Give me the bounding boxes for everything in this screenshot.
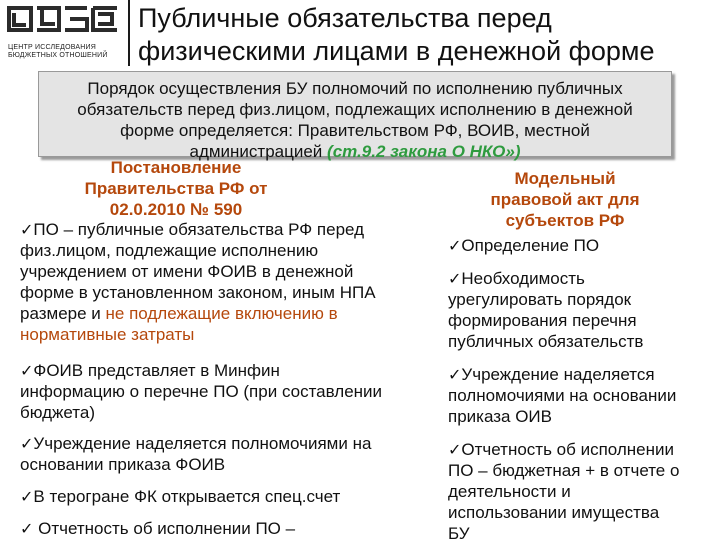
logo-caption-line: БЮДЖЕТНЫХ ОТНОШЕНИЙ	[8, 52, 108, 59]
bullet-line	[448, 439, 716, 460]
bullet-text: Отчетность об исполнении ПО –	[33, 519, 296, 538]
heading-line: Правительства РФ от	[84, 179, 268, 198]
bullet-text: Необходимость	[461, 269, 585, 288]
checkmark-icon: ✓	[448, 236, 462, 255]
bullet-line: приказа ОИВ	[448, 407, 552, 426]
checkmark-icon: ✓	[448, 269, 462, 288]
bullet-line: бюджета)	[20, 403, 96, 422]
bullet-line: БУ	[448, 524, 470, 543]
checkmark-icon: ✓	[20, 487, 34, 506]
left-bullet-3	[20, 433, 420, 475]
bullet-line	[20, 360, 420, 381]
header-divider	[128, 0, 130, 66]
bullet-line: форме в установленном законом, иным НПА	[20, 283, 376, 302]
bullet-line	[20, 486, 420, 507]
title-line: физическими лицами в денежной форме	[138, 36, 655, 66]
slide-title	[138, 2, 713, 68]
right-bullet-4	[448, 439, 716, 544]
info-line: форме определяется: Правительством РФ, ВОИВ, местной	[120, 121, 590, 140]
bullet-line: публичных обязательств	[448, 332, 644, 351]
bullet-text: ФОИВ представляет в Минфин	[33, 361, 280, 380]
law-reference: (ст.9.2 закона О НКО»)	[327, 142, 521, 161]
right-bullet-1	[448, 235, 716, 256]
highlighted-text: не подлежащие включению в	[105, 304, 338, 323]
logo-caption	[8, 44, 126, 60]
checkmark-icon: ✓	[20, 220, 34, 239]
bullet-line: ПО – бюджетная + в отчете о	[448, 461, 680, 480]
left-bullet-2	[20, 360, 420, 423]
bullet-line	[20, 433, 420, 454]
left-bullet-5	[20, 518, 420, 539]
bullet-text: В терогране ФК открывается спец.счет	[33, 487, 341, 506]
info-line-text: администрацией	[189, 142, 323, 161]
bullet-line: формирования перечня	[448, 311, 637, 330]
bullet-line	[20, 303, 420, 324]
bullet-line	[448, 364, 716, 385]
bullet-line: урегулировать порядок	[448, 290, 632, 309]
right-bullet-3	[448, 364, 716, 427]
bullet-text: Учреждение наделяется полномочиями на	[33, 434, 372, 453]
left-column-heading	[46, 157, 306, 220]
right-column-heading	[430, 168, 700, 231]
info-line: обязательств перед физ.лицом, подлежащих исполнению в денежной	[77, 100, 633, 119]
bullet-line	[448, 235, 716, 256]
bullet-line	[20, 219, 420, 240]
heading-line: Постановление	[110, 158, 242, 177]
highlighted-text: нормативные затраты	[20, 325, 195, 344]
bullet-line	[20, 518, 420, 539]
checkmark-icon: ✓	[20, 434, 34, 453]
heading-line: субъектов РФ	[505, 211, 625, 230]
heading-line: 02.0.2010 № 590	[109, 200, 243, 219]
bullet-line: учреждением от имени ФОИВ в денежной	[20, 262, 354, 281]
left-bullet-4	[20, 486, 420, 507]
bullet-line: полномочиями на основании	[448, 386, 677, 405]
checkmark-icon: ✓	[448, 440, 462, 459]
bullet-text: Определение ПО	[461, 236, 600, 255]
bullet-line: физ.лицом, подлежащие исполнению	[20, 241, 319, 260]
bullet-line: основании приказа ФОИВ	[20, 455, 226, 474]
bullet-line: информацию о перечне ПО (при составлении	[20, 382, 383, 401]
heading-line: Модельный	[514, 169, 616, 188]
info-text	[38, 78, 672, 162]
heading-line: правовой акт для	[490, 190, 640, 209]
bullet-text: размере и	[20, 304, 106, 323]
bullet-text: Отчетность об исполнении	[461, 440, 674, 459]
bullet-line	[448, 268, 716, 289]
bullet-line: деятельности и	[448, 482, 571, 501]
checkmark-icon: ✓	[20, 361, 34, 380]
right-bullet-2	[448, 268, 716, 352]
checkmark-icon: ✓	[20, 519, 34, 538]
left-bullet-1	[20, 219, 420, 345]
info-line: Порядок осуществления БУ полномочий по исполнению публичных	[87, 79, 623, 98]
title-line: Публичные обязательства перед	[138, 3, 552, 33]
bullet-text: ПО – публичные обязательства РФ перед	[33, 220, 365, 239]
checkmark-icon: ✓	[448, 365, 462, 384]
logo-caption-line: ЦЕНТР ИССЛЕДОВАНИЯ	[8, 44, 96, 51]
bullet-line: использовании имущества	[448, 503, 660, 522]
bullet-text: Учреждение наделяется	[461, 365, 655, 384]
